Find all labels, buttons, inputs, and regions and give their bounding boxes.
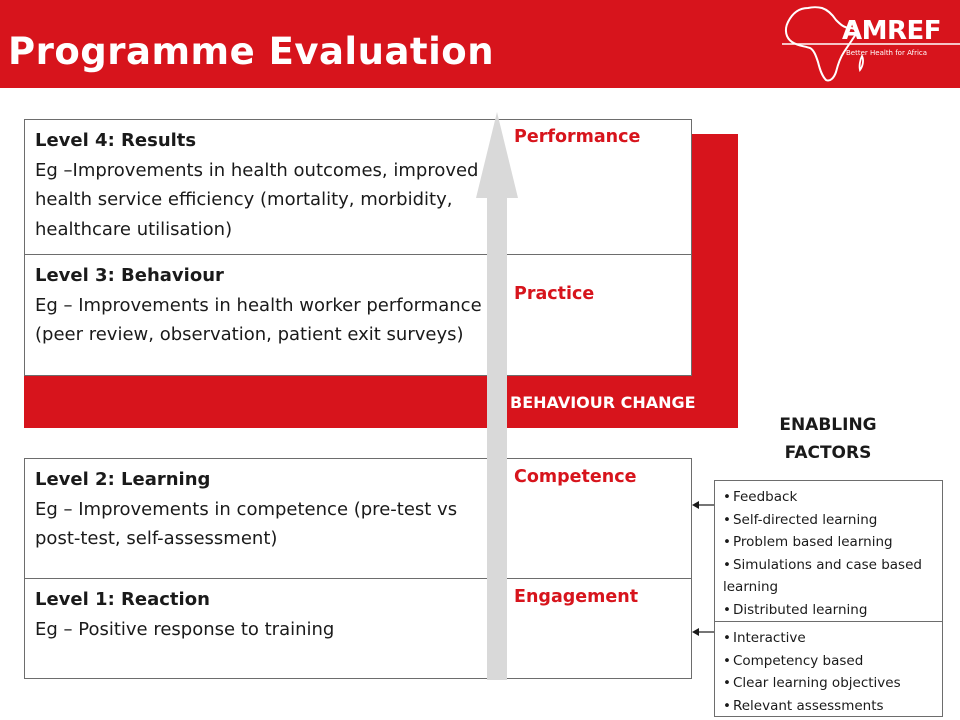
level-description: Eg –Improvements in health outcomes, improved health service efficiency (mortality, morbidity, healthcare utilisation): [35, 159, 479, 240]
factor-item: • Distributed learning: [723, 599, 938, 622]
level-1-reaction-box: [24, 578, 692, 679]
factor-item: • Competency based: [723, 650, 938, 673]
factor-item: • Simulations and case based learning: [723, 554, 938, 599]
logo-wordmark: AMREF: [842, 16, 942, 46]
level-description: Eg – Positive response to training: [35, 618, 335, 640]
logo-tagline: Better Health for Africa: [846, 49, 928, 57]
level-description: Eg – Improvements in competence (pre-test vs post-test, self-assessment): [35, 498, 458, 549]
level-tag-engagement: Engagement: [514, 587, 639, 607]
behaviour-change-label: BEHAVIOUR CHANGE: [510, 393, 696, 412]
connector-arrow-icon: [692, 626, 714, 638]
level-title: Level 1: Reaction: [35, 589, 210, 610]
level-tag-competence: Competence: [514, 467, 637, 487]
level-title: Level 3: Behaviour: [35, 265, 224, 286]
factor-item: • Problem based learning: [723, 531, 938, 554]
factor-item: • Feedback: [723, 486, 938, 509]
connector-arrow-icon: [692, 499, 714, 511]
level-title: Level 2: Learning: [35, 469, 211, 490]
factor-item: • Self-directed learning: [723, 509, 938, 532]
factor-item: • Interactive: [723, 627, 938, 650]
level-description: Eg – Improvements in health worker performance (peer review, observation, patient exit surveys): [35, 294, 482, 345]
amref-logo: [778, 0, 960, 88]
level-tag-practice: Practice: [514, 284, 595, 304]
progression-arrow-icon: [476, 112, 518, 680]
level-4-results-box: [24, 119, 692, 255]
factor-item: • Relevant assessments: [723, 695, 938, 718]
header-banner: [0, 0, 960, 88]
enabling-factors-group-1: [714, 480, 943, 622]
level-tag-performance: Performance: [514, 127, 641, 147]
page-title: Programme Evaluation: [8, 30, 495, 73]
level-3-behaviour-box: [24, 254, 692, 376]
enabling-factors-title: ENABLING FACTORS: [779, 415, 877, 463]
factor-item: • Clear learning objectives: [723, 672, 938, 695]
level-title: Level 4: Results: [35, 130, 197, 151]
enabling-factors-group-2: [714, 621, 943, 717]
level-2-learning-box: [24, 458, 692, 579]
